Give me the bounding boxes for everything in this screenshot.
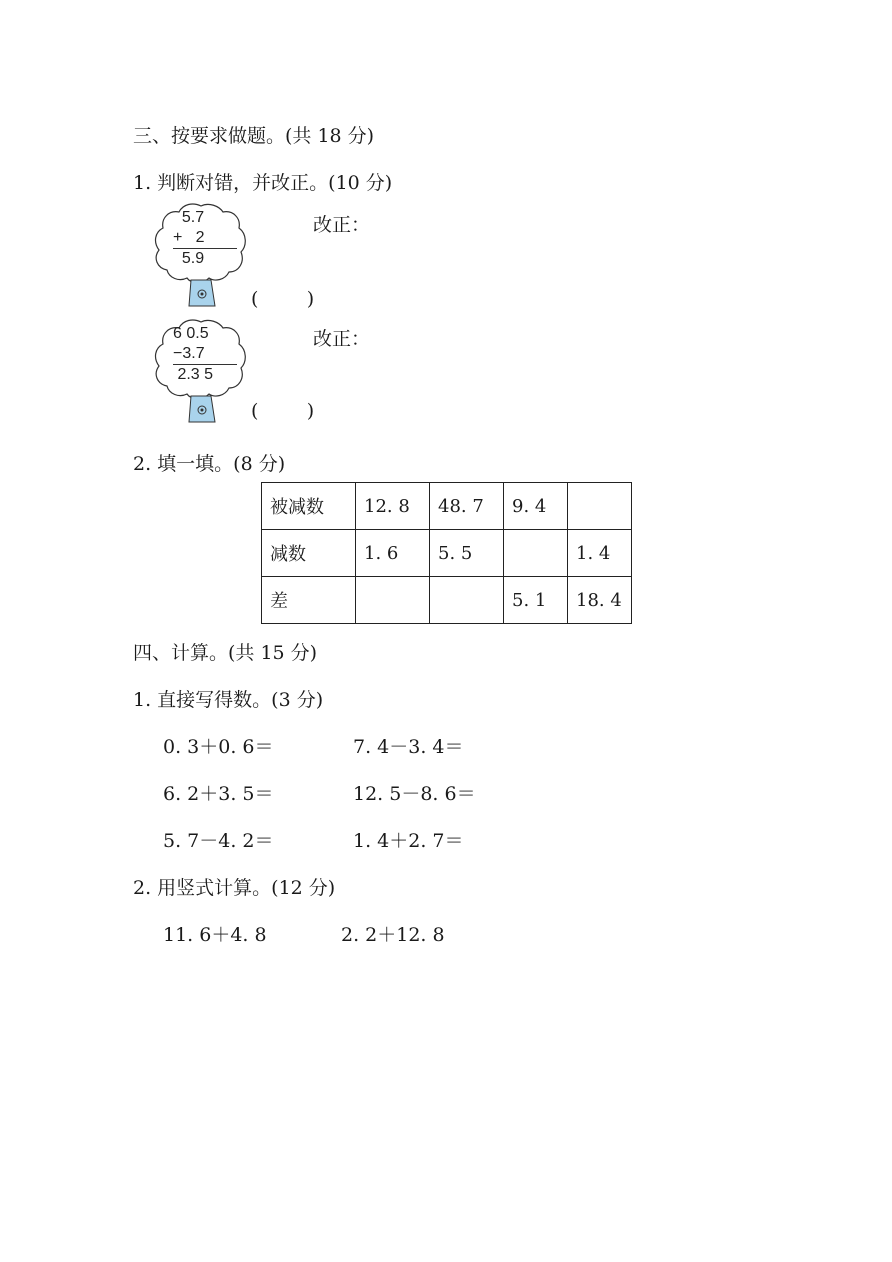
table-cell: 9. 4 (504, 483, 568, 530)
table-cell: 被减数 (262, 483, 356, 530)
subtraction-table (261, 482, 632, 624)
table-cell: 差 (262, 577, 356, 624)
s4-q1-title: 1. 直接写得数。(3 分) (133, 689, 324, 711)
answer-paren-1[interactable]: ( ) (251, 288, 315, 310)
correction-label-1: 改正： (313, 214, 371, 236)
tree-problem-2 (153, 318, 249, 424)
eq2-row1: 6 0.5 (173, 325, 209, 342)
table-cell-blank[interactable] (568, 483, 632, 530)
table-cell: 18. 4 (568, 577, 632, 624)
eq1-row3: 5.9 (173, 250, 205, 267)
table-cell-blank[interactable] (430, 577, 504, 624)
correction-label-2: 改正： (313, 328, 371, 350)
table-cell: 5. 1 (504, 577, 568, 624)
table-cell: 12. 8 (356, 483, 430, 530)
vertical-calc-item: 2. 2＋12. 8 (341, 924, 445, 946)
table-row-subtrahend (262, 530, 632, 577)
table-cell: 5. 5 (430, 530, 504, 577)
calc-item: 0. 3＋0. 6＝ (163, 736, 274, 758)
s4-q2-title: 2. 用竖式计算。(12 分) (133, 877, 336, 899)
q2-title: 2. 填一填。(8 分) (133, 453, 286, 475)
table-cell: 48. 7 (430, 483, 504, 530)
table-cell-blank[interactable] (504, 530, 568, 577)
vertical-calc-item: 11. 6＋4. 8 (163, 924, 267, 946)
table-cell: 减数 (262, 530, 356, 577)
answer-paren-2[interactable]: ( ) (251, 400, 315, 422)
calc-item: 7. 4－3. 4＝ (353, 736, 464, 758)
calc-item: 12. 5－8. 6＝ (353, 783, 476, 805)
eq2-row2: −3.7 (173, 344, 237, 365)
tree-problem-1 (153, 202, 249, 308)
eq2-row3: 2.3 5 (173, 366, 214, 383)
calc-item: 5. 7－4. 2＝ (163, 830, 274, 852)
table-cell: 1. 6 (356, 530, 430, 577)
table-cell: 1. 4 (568, 530, 632, 577)
table-row-minuend (262, 483, 632, 530)
table-cell-blank[interactable] (356, 577, 430, 624)
eq1-row2: + 2 (173, 228, 237, 249)
section4-heading: 四、计算。(共 15 分) (133, 642, 318, 664)
calc-item: 1. 4＋2. 7＝ (353, 830, 464, 852)
eq1-row1: 5.7 (173, 209, 205, 226)
table-row-difference (262, 577, 632, 624)
calc-item: 6. 2＋3. 5＝ (163, 783, 274, 805)
section3-heading: 三、按要求做题。(共 18 分) (133, 125, 375, 147)
q1-title: 1. 判断对错，并改正。(10 分) (133, 172, 393, 194)
